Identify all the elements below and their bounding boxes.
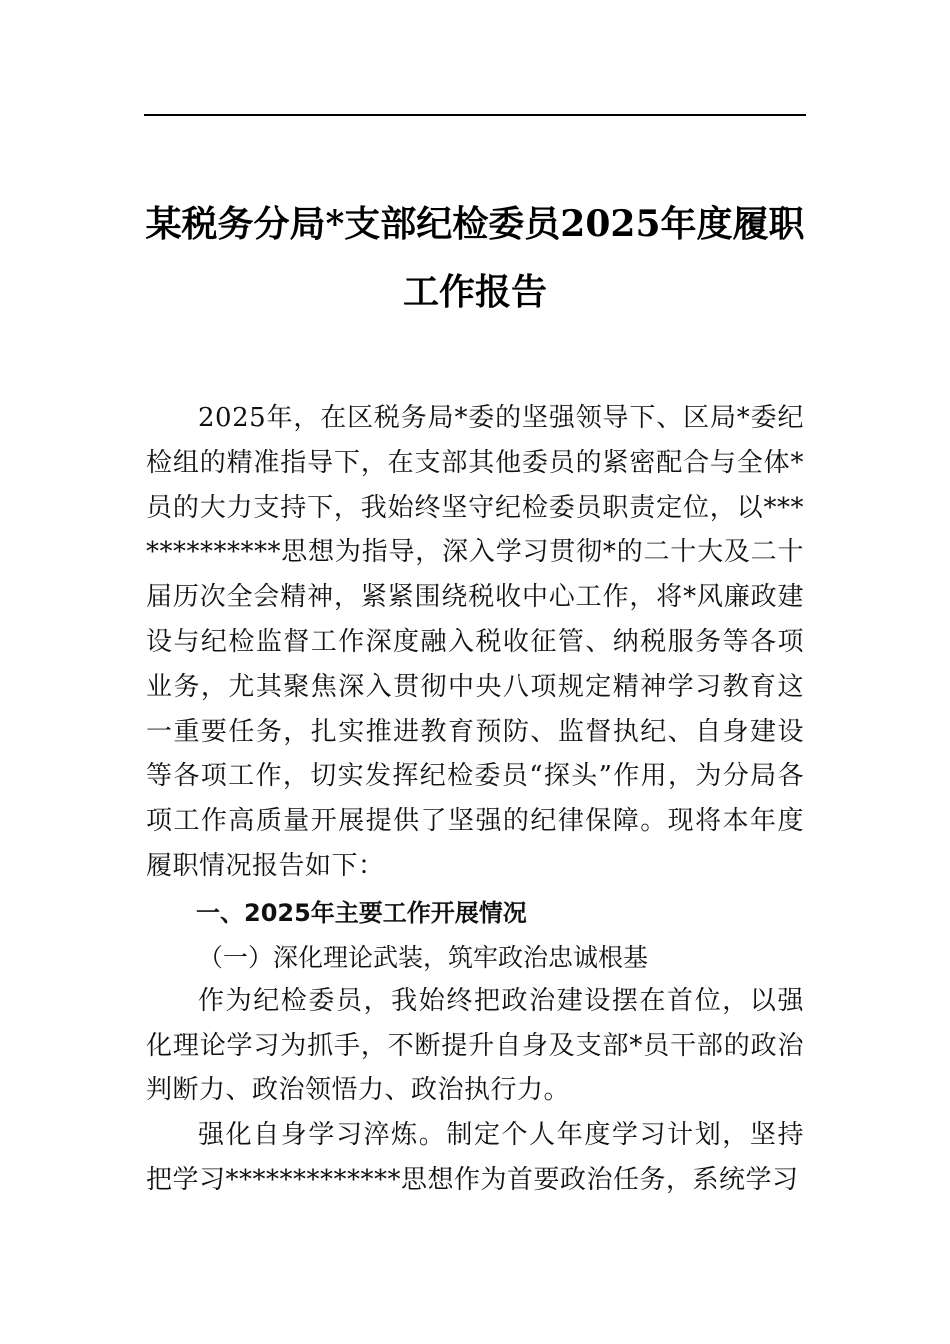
document-title [144,190,806,326]
header-rule [144,114,806,116]
title-line-1: 某税务分局*支部纪检委员2025年度履职 [145,203,805,245]
title-line-2: 工作报告 [402,271,547,313]
document-body [146,396,804,1203]
subsection-1-paragraph: 作为纪检委员，我始终把政治建设摆在首位，以强化理论学习为抓手，不断提升自身及支部*员干部的政治判断力、政治领悟力、政治执行力。 [146,985,804,1106]
intro-paragraph: 2025年，在区税务局*委的坚强领导下、区局*委纪检组的精准指导下，在支部其他委员的紧密配合与全体*员的大力支持下，我始终坚守纪检委员职责定位，以*************思想为指导，深入学习贯彻*的二十大及二十届历次全会精神，紧紧围绕税收中心工作，将*风廉政建设与纪检监督工作深度融入税收征管、纳税服务等各项业务，尤其聚焦深入贯彻中央八项规定精神学习教育这一重要任务，扎实推进教育预防、监督执纪、自身建设等各项工作，切实发挥纪检委员“探头”作用，为分局各项工作高质量开展提供了坚强的纪律保障。现将本年度履职情况报告如下： [146,403,804,881]
subsection-1-paragraph-2: 强化自身学习淬炼。制定个人年度学习计划，坚持把学习*************思想作为首要政治任务，系统学习 [146,1120,804,1195]
subsection-1-heading: （一）深化理论武装，筑牢政治忠诚根基 [198,942,649,972]
section-1-heading: 一、2025年主要工作开展情况 [196,898,527,927]
